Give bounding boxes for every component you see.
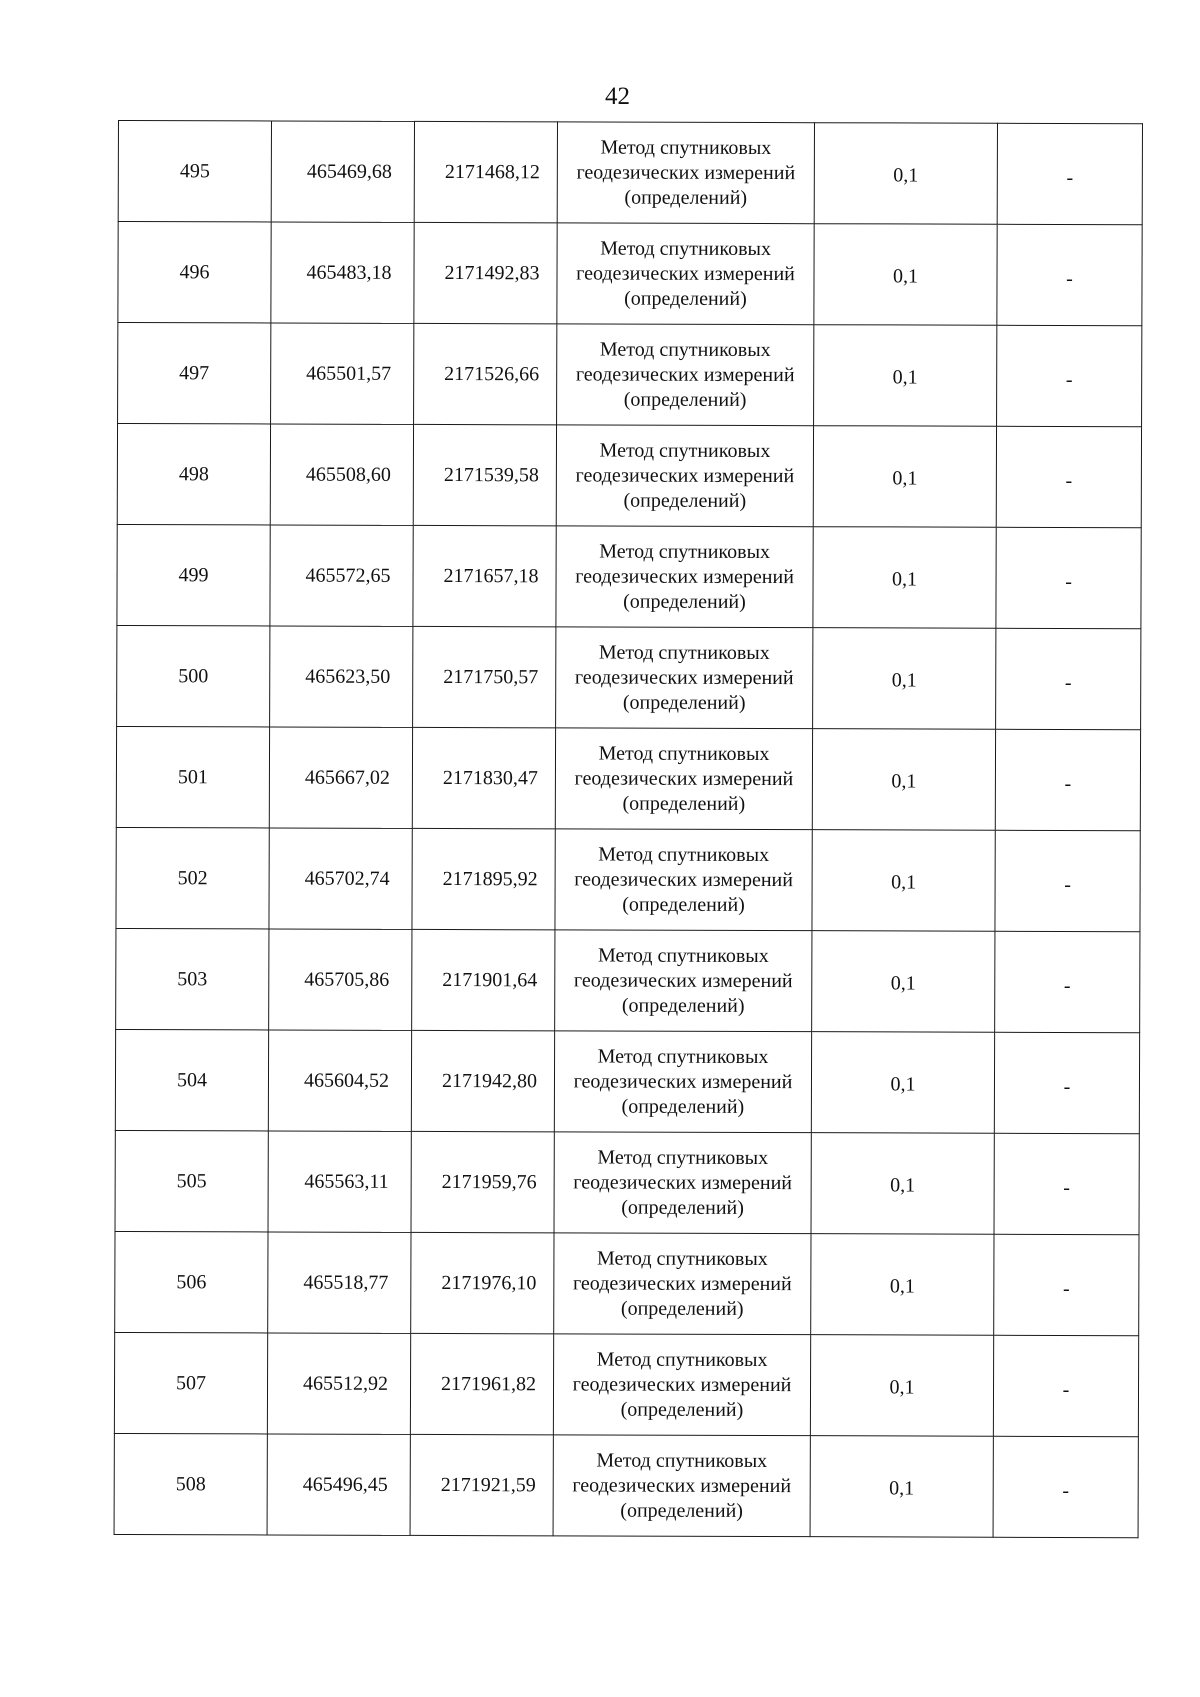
method-line: геодезических измерений [575, 362, 795, 386]
table-row [115, 1029, 1139, 1133]
method-line: Метод спутниковых [599, 540, 771, 563]
method-cell [553, 1334, 810, 1436]
method-line: геодезических измерений [576, 261, 795, 285]
method-line: Метод спутниковых [598, 843, 770, 866]
description-cell: - [993, 1436, 1138, 1537]
description-cell: - [997, 224, 1142, 325]
method-line: (определений) [620, 1398, 744, 1421]
y-coordinate-cell: 2171468,12 [414, 121, 557, 222]
description-cell: - [994, 1234, 1139, 1335]
description-cell: - [994, 1032, 1139, 1133]
method-cell [557, 324, 814, 426]
method-cell [555, 829, 812, 931]
table-row [118, 323, 1142, 427]
point-number-cell: 507 [114, 1332, 267, 1433]
method-cell [555, 728, 812, 830]
method-line: геодезических измерений [575, 564, 794, 588]
method-line: геодезических измерений [575, 463, 795, 487]
method-line: геодезических измерений [573, 1069, 793, 1093]
y-coordinate-cell: 2171961,82 [410, 1333, 553, 1434]
y-coordinate-cell: 2171895,92 [412, 828, 555, 929]
x-coordinate-cell: 465705,86 [269, 929, 412, 1030]
description-cell: - [997, 123, 1142, 224]
table-row [117, 524, 1141, 628]
table-row [116, 726, 1140, 830]
method-line: (определений) [621, 994, 745, 1017]
method-line: геодезических измерений [572, 1372, 792, 1396]
point-number-cell: 501 [116, 726, 269, 827]
method-line: (определений) [621, 1095, 745, 1118]
y-coordinate-cell: 2171976,10 [411, 1232, 554, 1333]
method-line: геодезических измерений [574, 665, 794, 689]
table-row [116, 928, 1140, 1032]
method-line: геодезических измерений [576, 160, 796, 184]
method-line: (определений) [622, 691, 746, 714]
x-coordinate-cell: 465508,60 [270, 424, 413, 525]
method-line: (определений) [623, 489, 747, 512]
method-line: геодезических измерений [573, 1170, 793, 1194]
description-cell: - [995, 729, 1140, 830]
x-coordinate-cell: 465496,45 [267, 1434, 410, 1535]
method-line: Метод спутниковых [600, 136, 772, 159]
method-line: (определений) [620, 1297, 744, 1320]
method-cell [555, 930, 812, 1032]
accuracy-cell: 0,1 [810, 1335, 993, 1437]
method-cell [557, 122, 814, 224]
table-row [116, 827, 1140, 931]
x-coordinate-cell: 465512,92 [267, 1333, 410, 1434]
accuracy-cell: 0,1 [814, 224, 997, 326]
point-number-cell: 502 [116, 827, 269, 928]
method-line: Метод спутниковых [597, 1045, 769, 1068]
table-row [118, 222, 1142, 326]
point-number-cell: 506 [115, 1231, 268, 1332]
method-cell [554, 1132, 811, 1234]
accuracy-cell: 0,1 [814, 325, 997, 427]
accuracy-cell: 0,1 [814, 123, 997, 225]
description-cell: - [993, 1335, 1138, 1436]
point-number-cell: 504 [115, 1029, 268, 1130]
description-cell: - [996, 426, 1141, 527]
x-coordinate-cell: 465604,52 [268, 1030, 411, 1131]
y-coordinate-cell: 2171539,58 [413, 424, 556, 525]
table-row [117, 625, 1141, 729]
page-number: 42 [605, 83, 630, 110]
method-line: геодезических измерений [572, 1271, 792, 1295]
method-line: геодезических измерений [572, 1473, 792, 1497]
accuracy-cell: 0,1 [813, 628, 996, 730]
point-number-cell: 495 [118, 121, 271, 222]
method-line: геодезических измерений [573, 968, 793, 992]
method-line: (определений) [620, 1499, 743, 1522]
coordinates-table-body [114, 121, 1142, 1538]
x-coordinate-cell: 465501,57 [271, 323, 414, 424]
y-coordinate-cell: 2171959,76 [411, 1131, 554, 1232]
y-coordinate-cell: 2171526,66 [414, 323, 557, 424]
method-line: Метод спутниковых [598, 641, 770, 664]
method-line: Метод спутниковых [597, 1146, 769, 1169]
method-line: (определений) [623, 590, 746, 613]
table-row [118, 121, 1142, 225]
method-cell [556, 425, 813, 527]
table-row [114, 1332, 1138, 1436]
description-cell: - [995, 931, 1140, 1032]
coordinates-table [114, 120, 1143, 1538]
description-cell: - [996, 628, 1141, 729]
method-cell [556, 526, 813, 628]
accuracy-cell: 0,1 [811, 1234, 994, 1336]
table-row [115, 1231, 1139, 1335]
method-line: геодезических измерений [574, 766, 794, 790]
accuracy-cell: 0,1 [812, 931, 995, 1033]
method-cell [553, 1435, 810, 1537]
method-cell [557, 223, 814, 325]
accuracy-cell: 0,1 [812, 729, 995, 831]
method-line: (определений) [624, 186, 748, 209]
point-number-cell: 497 [118, 323, 271, 424]
description-cell: - [996, 527, 1141, 628]
method-cell [554, 1031, 811, 1133]
x-coordinate-cell: 465469,68 [271, 121, 414, 222]
method-line: Метод спутниковых [599, 338, 771, 361]
method-line: (определений) [622, 893, 745, 916]
method-line: (определений) [622, 792, 746, 815]
x-coordinate-cell: 465702,74 [269, 828, 412, 929]
description-cell: - [995, 830, 1140, 931]
accuracy-cell: 0,1 [813, 426, 996, 528]
method-line: Метод спутниковых [598, 742, 770, 765]
method-line: Метод спутниковых [599, 439, 771, 462]
y-coordinate-cell: 2171921,59 [410, 1434, 553, 1535]
table-row [114, 1433, 1138, 1537]
point-number-cell: 503 [116, 928, 269, 1029]
point-number-cell: 496 [118, 222, 271, 323]
method-line: Метод спутниковых [596, 1348, 768, 1371]
method-line: Метод спутниковых [597, 944, 769, 967]
method-cell [556, 627, 813, 729]
y-coordinate-cell: 2171942,80 [411, 1030, 554, 1131]
description-cell: - [997, 325, 1142, 426]
description-cell: - [994, 1133, 1139, 1234]
x-coordinate-cell: 465572,65 [270, 525, 413, 626]
method-line: Метод спутниковых [600, 237, 772, 260]
method-line: (определений) [624, 287, 747, 310]
y-coordinate-cell: 2171750,57 [413, 626, 556, 727]
method-line: Метод спутниковых [597, 1247, 768, 1270]
x-coordinate-cell: 465518,77 [268, 1232, 411, 1333]
table-row [117, 424, 1141, 528]
method-line: (определений) [623, 388, 747, 411]
accuracy-cell: 0,1 [813, 527, 996, 629]
accuracy-cell: 0,1 [811, 1032, 994, 1134]
accuracy-cell: 0,1 [810, 1436, 993, 1538]
x-coordinate-cell: 465483,18 [271, 222, 414, 323]
method-line: геодезических измерений [574, 867, 794, 891]
table-row [115, 1130, 1139, 1234]
point-number-cell: 505 [115, 1130, 268, 1231]
point-number-cell: 498 [117, 424, 270, 525]
y-coordinate-cell: 2171830,47 [412, 727, 555, 828]
x-coordinate-cell: 465623,50 [270, 626, 413, 727]
accuracy-cell: 0,1 [811, 1133, 994, 1235]
point-number-cell: 499 [117, 524, 270, 625]
method-line: (определений) [621, 1196, 744, 1219]
x-coordinate-cell: 465563,11 [268, 1131, 411, 1232]
y-coordinate-cell: 2171657,18 [413, 525, 556, 626]
x-coordinate-cell: 465667,02 [269, 727, 412, 828]
point-number-cell: 508 [114, 1433, 267, 1534]
point-number-cell: 500 [117, 625, 270, 726]
y-coordinate-cell: 2171901,64 [412, 929, 555, 1030]
y-coordinate-cell: 2171492,83 [414, 222, 557, 323]
accuracy-cell: 0,1 [812, 830, 995, 932]
method-cell [554, 1233, 811, 1335]
method-line: Метод спутниковых [596, 1449, 768, 1472]
